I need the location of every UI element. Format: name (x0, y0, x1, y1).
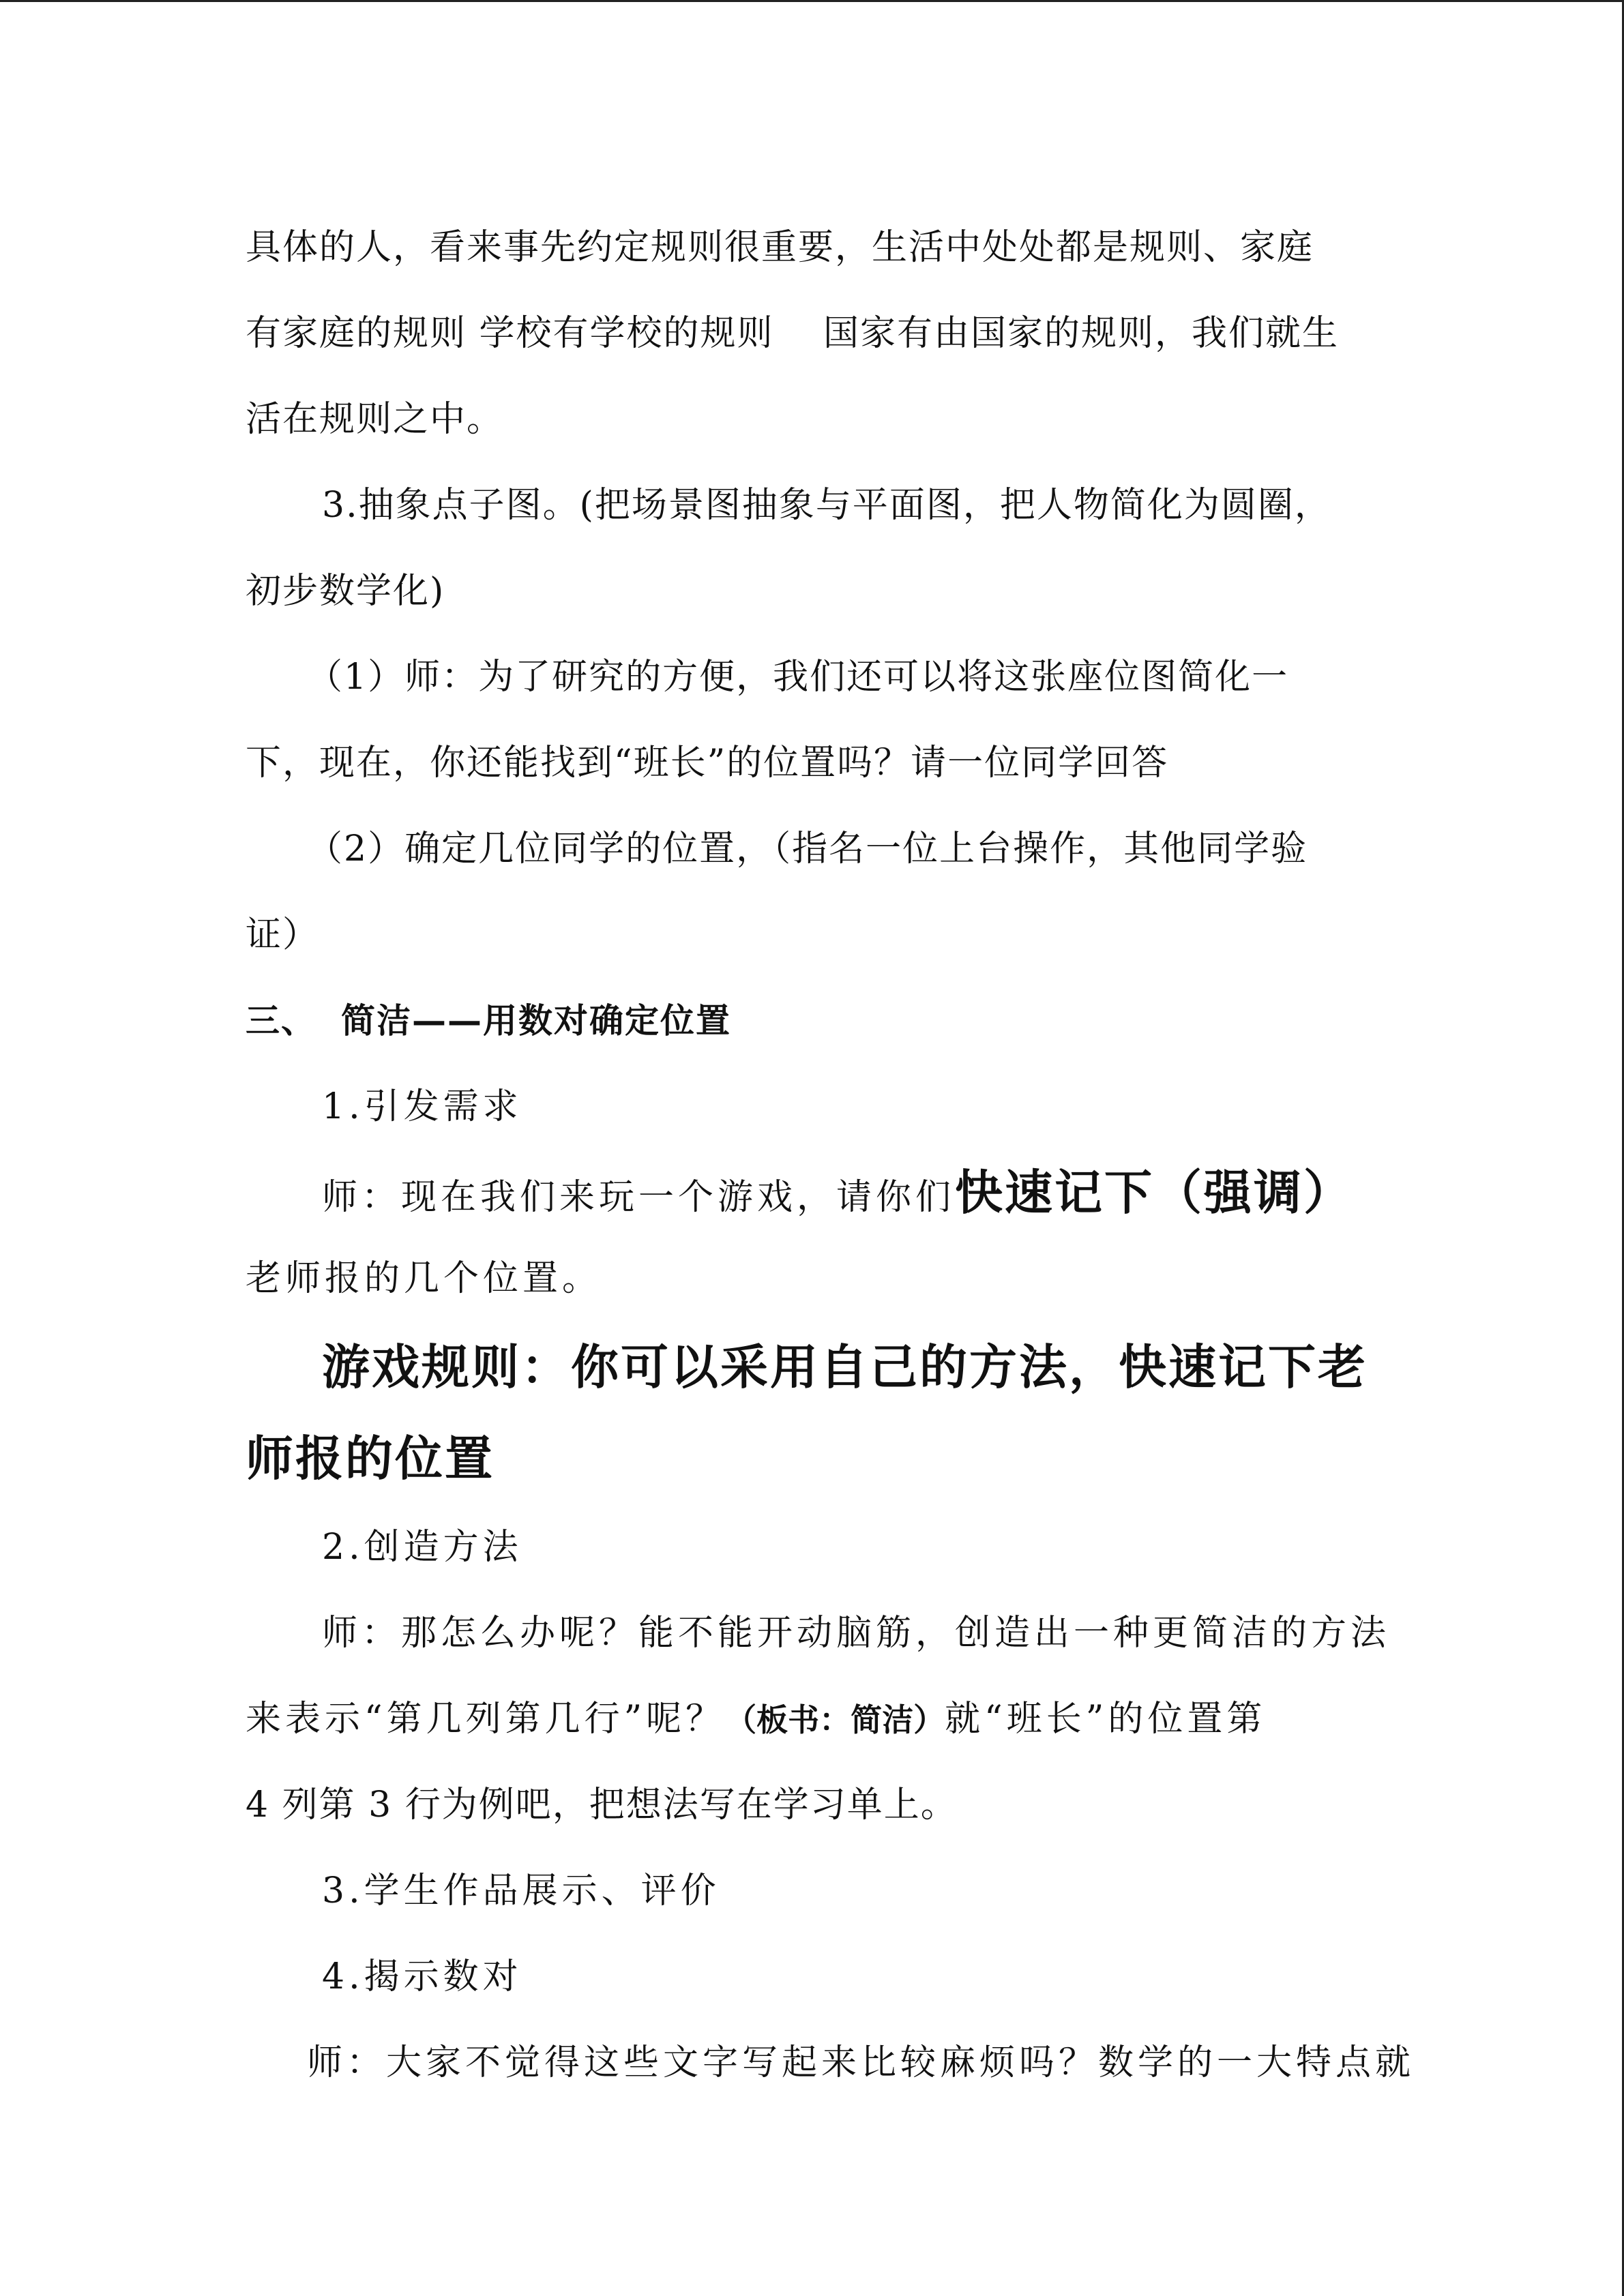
step-heading: 2.创造方法 (322, 1527, 522, 1568)
paragraph-line: 师：那怎么办呢？能不能开动脑筋，创造出一种更简洁的方法 (322, 1613, 1391, 1654)
game-rule-line: 师报的位置 (246, 1431, 494, 1487)
game-intro-emphasis: 快速记下（强调） (955, 1165, 1354, 1221)
page-border-top (0, 0, 1624, 2)
game-intro-line (246, 1150, 1378, 1236)
game-intro-suffix: 老师报的几个位置。 (246, 1258, 602, 1299)
method-prefix: 来表示“第几列第几行”呢？ (246, 1699, 726, 1740)
board-note: （板书：简洁） (725, 1701, 945, 1738)
section-heading (246, 978, 1378, 1064)
game-rule-line: 游戏规则：你可以采用自己的方法，快速记下老 (322, 1339, 1368, 1395)
paragraph-line: 3.抽象点子图。(把场景图抽象与平面图，把人物简化为圆圈， (322, 485, 1331, 526)
paragraph-line: （1）师：为了研究的方便，我们还可以将这张座位图简化一 (307, 657, 1289, 698)
section-title: 简洁——用数对确定位置 (341, 1001, 731, 1041)
game-intro-prefix: 师：现在我们来玩一个游戏，请你们 (322, 1177, 956, 1218)
paragraph-line: 师：大家不觉得这些文字写起来比较麻烦吗？数学的一大特点就 (307, 2042, 1415, 2083)
step-heading: 3.学生作品展示、评价 (322, 1870, 720, 1911)
paragraph-line: 有家庭的规则 学校有学校的规则 国家有由国家的规则，我们就生 (246, 313, 1340, 354)
step-heading: 1.引发需求 (322, 1086, 522, 1127)
method-line (246, 1676, 1378, 1762)
paragraph-line: 证） (246, 914, 320, 955)
paragraph-line: 4 列第 3 行为例吧，把想法写在学习单上。 (246, 1785, 958, 1825)
paragraph-line: 下，现在，你还能找到“班长”的位置吗？请一位同学回答 (246, 743, 1169, 784)
step-heading: 4.揭示数对 (322, 1956, 522, 1997)
method-suffix: 就“班长”的位置第 (945, 1699, 1267, 1740)
paragraph-line: 活在规则之中。 (246, 399, 504, 440)
paragraph-line: 具体的人，看来事先约定规则很重要，生活中处处都是规则、家庭 (246, 227, 1314, 268)
paragraph-line: （2）确定几位同学的位置，（指名一位上台操作，其他同学验 (307, 829, 1308, 869)
document-body (246, 205, 1415, 2106)
section-number: 三、 (246, 1001, 316, 1041)
paragraph-line: 初步数学化) (246, 571, 445, 612)
